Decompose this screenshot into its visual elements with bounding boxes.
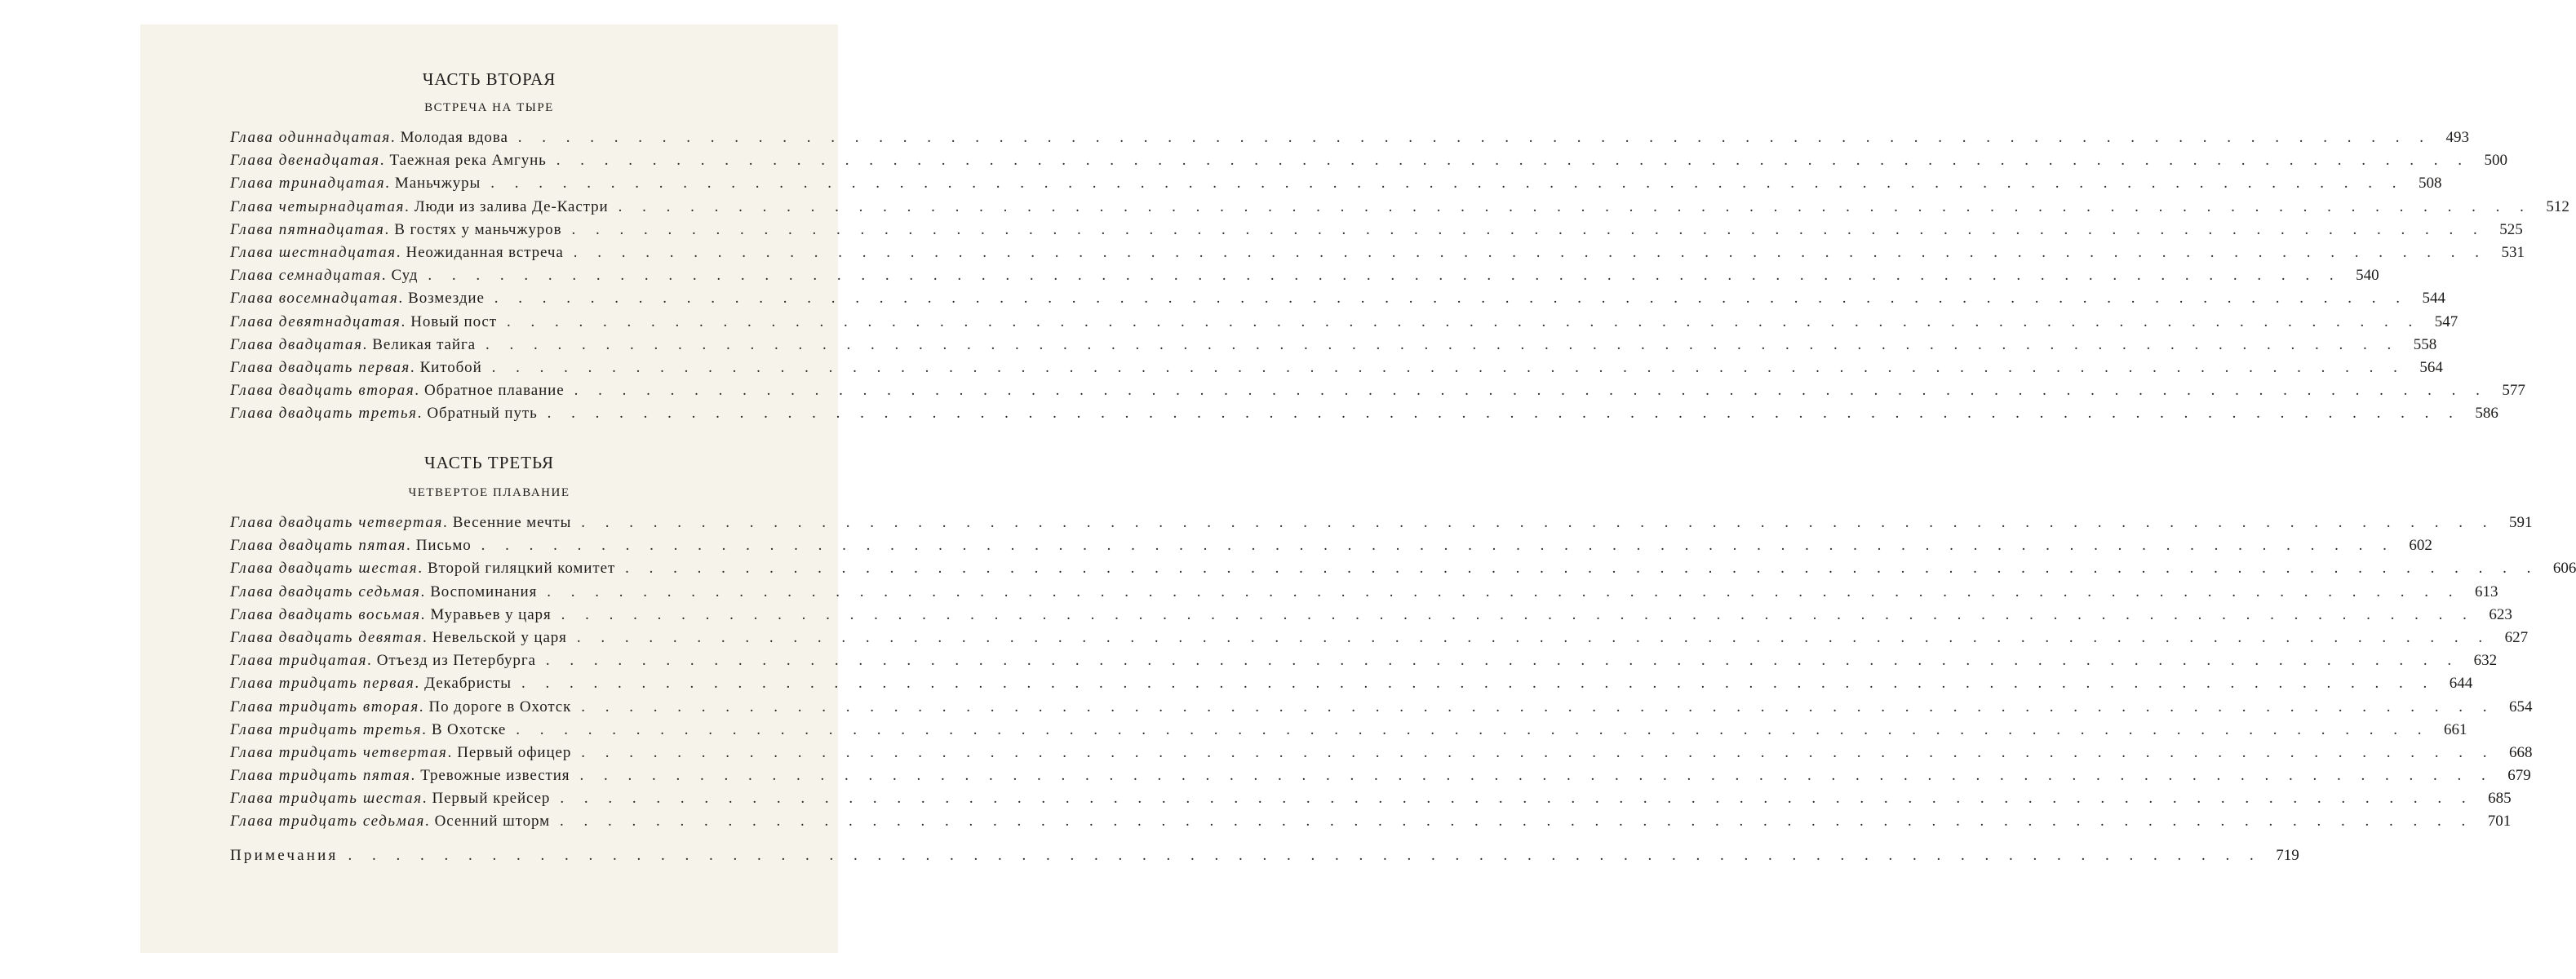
- notes-page-number: 719: [2276, 847, 2299, 864]
- page-number: 558: [2413, 335, 2437, 353]
- page-number: 591: [2509, 514, 2533, 531]
- chapter-title: В Охотске: [431, 720, 507, 738]
- chapter-number: Глава двадцать девятая: [230, 628, 423, 646]
- chapter-title: В гостях у маньчжуров: [394, 220, 562, 238]
- toc-entry: [230, 405, 2498, 427]
- toc-entry: [230, 152, 2507, 175]
- chapter-title: Тревожные известия: [420, 767, 570, 785]
- toc-entry: [230, 197, 2569, 221]
- toc-entry: [230, 767, 2531, 790]
- chapter-number: Глава двадцать вторая: [230, 382, 415, 400]
- dot-leader: . . . . . . . . . . . . . . . . . . . . . . . . . . . . . . . . . . . . . . . . . . . . . . . . . . . . . . . . . . . . . . . . . . . . . . . . . . . . . . . .: [560, 790, 2474, 808]
- chapter-separator: .: [379, 152, 384, 170]
- chapter-separator: .: [424, 813, 429, 831]
- page-number: 627: [2504, 628, 2529, 646]
- chapter-separator: .: [422, 720, 426, 738]
- notes-label: Примечания: [230, 847, 339, 864]
- toc-entry: [230, 813, 2512, 835]
- dot-leader: . . . . . . . . . . . . . . . . . . . . . . . . . . . . . . . . . . . . . . . . . . . . . . . . . . . . . . . . . . . . . . . . . . . . . . . . . . . . . . . .: [574, 382, 2488, 400]
- dot-leader: . . . . . . . . . . . . . . . . . . . . . . . . . . . . . . . . . . . . . . . . . . . . . . . . . . . . . . . . . . . . . . . . . . . . . . . . . . . . . . . .: [556, 152, 2470, 170]
- chapter-title: Второй гиляцкий комитет: [427, 560, 616, 578]
- chapter-separator: .: [420, 605, 425, 623]
- chapter-separator: .: [410, 358, 415, 376]
- chapter-separator: .: [398, 290, 403, 308]
- chapter-separator: .: [390, 129, 395, 146]
- dot-leader: . . . . . . . . . . . . . . . . . . . . . . . . . . . . . . . . . . . . . . . . . . . . . . . . . . . . . . . . . . . . . . . . . . . . . . . . . . . . . . . .: [547, 583, 2461, 600]
- chapter-number: Глава тридцать вторая: [230, 698, 419, 715]
- chapter-number: Глава тридцать шестая: [230, 790, 423, 808]
- page-number: 661: [2444, 720, 2467, 738]
- chapter-title: Великая тайга: [372, 335, 476, 353]
- chapter-title: Муравьев у царя: [430, 605, 552, 623]
- page-number: 564: [2419, 358, 2443, 376]
- chapter-separator: .: [406, 537, 410, 555]
- chapter-separator: .: [419, 698, 423, 715]
- dot-leader: . . . . . . . . . . . . . . . . . . . . . . . . . . . . . . . . . . . . . . . . . . . . . . . . . . . . . . . . . . . . . . . . . . . . . . . . . . . . . . . .: [491, 358, 2405, 376]
- chapter-title: Письмо: [415, 537, 472, 555]
- page-number: 525: [2499, 220, 2523, 238]
- toc-entry: [230, 514, 2533, 537]
- dot-leader: . . . . . . . . . . . . . . . . . . . . . . . . . . . . . . . . . . . . . . . . . . . . . . . . . . . . . . . . . . . . . . . . . . . . . . . . . . . . . . . .: [485, 335, 2400, 353]
- toc-entry: [230, 605, 2512, 629]
- chapter-separator: .: [422, 790, 427, 808]
- chapter-number: Глава тридцать первая: [230, 675, 415, 693]
- chapter-separator: .: [410, 767, 415, 785]
- chapter-title: Первый крейсер: [432, 790, 551, 808]
- page-number: 668: [2509, 743, 2533, 761]
- toc-entry: [230, 243, 2525, 267]
- chapter-number: Глава девятнадцатая: [230, 312, 401, 330]
- chapter-separator: .: [367, 652, 371, 670]
- chapter-number: Глава двадцать шестая: [230, 560, 419, 578]
- page-number: 613: [2475, 583, 2498, 600]
- dot-leader: . . . . . . . . . . . . . . . . . . . . . . . . . . . . . . . . . . . . . . . . . . . . . . . . . . . . . . . . . . . . . . . . . . . . . . . . . . . . . . . .: [581, 698, 2495, 715]
- chapter-number: Глава двенадцатая: [230, 152, 380, 170]
- toc-entry: [230, 675, 2473, 698]
- toc-entry: [230, 129, 2470, 152]
- chapter-number: Глава тринадцатая: [230, 175, 386, 193]
- chapter-separator: .: [381, 267, 386, 285]
- chapter-title: Маньчжуры: [394, 175, 481, 193]
- part-three-toc: [230, 514, 2576, 836]
- page-number: 508: [2418, 175, 2442, 193]
- chapter-title: По дороге в Охотск: [428, 698, 572, 715]
- chapter-separator: .: [417, 405, 422, 423]
- part-two-toc: [230, 129, 2569, 427]
- toc-entry: [230, 583, 2498, 606]
- toc-entry: [230, 312, 2459, 336]
- chapter-number: Глава тридцать четвертая: [230, 743, 448, 761]
- chapter-separator: .: [396, 243, 401, 261]
- page-number: 544: [2422, 290, 2446, 308]
- part-three-subtitle: ЧЕТВЕРТОЕ ПЛАВАНИЕ: [408, 486, 570, 499]
- chapter-title: Люди из залива Де-Кастри: [414, 197, 609, 215]
- dot-leader: . . . . . . . . . . . . . . . . . . . . . . . . . . . . . . . . . . . . . . . . . . . . . . . . . . . . . . . . . . . . . . . . . . . . . . . . . . . . . . . .: [494, 290, 2409, 308]
- toc-entry: [230, 290, 2446, 312]
- page-number: 493: [2445, 129, 2470, 146]
- page-number: 586: [2475, 405, 2498, 423]
- page-number: 679: [2507, 767, 2531, 785]
- chapter-title: Возмездие: [408, 290, 485, 308]
- page-number: 654: [2509, 698, 2533, 715]
- toc-entry-notes: [230, 847, 2299, 870]
- chapter-separator: .: [401, 312, 406, 330]
- chapter-separator: .: [404, 197, 409, 215]
- chapter-number: Глава четырнадцатая: [230, 197, 405, 215]
- chapter-number: Глава восемнадцатая: [230, 290, 399, 308]
- dot-leader: . . . . . . . . . . . . . . . . . . . . . . . . . . . . . . . . . . . . . . . . . . . . . . . . . . . . . . . . . . . . . . . . . . . . . . . . . . . . . . . .: [561, 605, 2475, 623]
- page-number: 547: [2434, 312, 2459, 330]
- chapter-title: Невельской у царя: [432, 628, 567, 646]
- toc-entry: [230, 698, 2533, 721]
- chapter-title: Осенний шторм: [434, 813, 551, 831]
- dot-leader: . . . . . . . . . . . . . . . . . . . . . . . . . . . . . . . . . . . . . . . . . . . . . . . . . . . . . . . . . . . . . . . . . . . . . . . . . . . . . . . .: [581, 743, 2495, 761]
- chapter-number: Глава двадцать восьмая: [230, 605, 421, 623]
- chapter-number: Глава двадцать седьмая: [230, 583, 421, 600]
- toc-entry: [230, 537, 2432, 560]
- chapter-separator: .: [422, 628, 427, 646]
- chapter-separator: .: [442, 514, 447, 531]
- chapter-separator: .: [385, 175, 389, 193]
- page-number: 606: [2552, 560, 2576, 578]
- dot-leader: . . . . . . . . . . . . . . . . . . . . . . . . . . . . . . . . . . . . . . . . . . . . . . . . . . . . . . . . . . . . . . . . . . . . . . . . . . . . . . . .: [521, 675, 2436, 693]
- chapter-title: Декабристы: [424, 675, 512, 693]
- chapter-number: Глава двадцать первая: [230, 358, 410, 376]
- chapter-title: Обратный путь: [427, 405, 538, 423]
- toc-entry: [230, 335, 2437, 359]
- page-number: 602: [2409, 537, 2432, 555]
- toc-entry: [230, 220, 2523, 244]
- dot-leader: . . . . . . . . . . . . . . . . . . . . . . . . . . . . . . . . . . . . . . . . . . . . . . . . . . . . . . . . . . . . . . . . . . . . . . . . . . . . . . . .: [581, 514, 2495, 531]
- chapter-separator: .: [384, 220, 389, 238]
- toc-entry: [230, 790, 2512, 813]
- page-number: 512: [2546, 197, 2569, 215]
- page-number: 632: [2473, 652, 2498, 670]
- chapter-number: Глава шестнадцатая: [230, 243, 397, 261]
- chapter-number: Глава пятнадцатая: [230, 220, 385, 238]
- toc-entry: [230, 652, 2498, 675]
- chapter-number: Глава одиннадцатая: [230, 129, 391, 146]
- chapter-title: Таежная река Амгунь: [389, 152, 547, 170]
- chapter-number: Глава двадцать третья: [230, 405, 418, 423]
- chapter-separator: .: [415, 382, 419, 400]
- dot-leader: . . . . . . . . . . . . . . . . . . . . . . . . . . . . . . . . . . . . . . . . . . . . . . . . . . . . . . . . . . . . . . . . . . . . . . . . . . . . . . . .: [348, 847, 2262, 864]
- book-page: [140, 24, 2576, 953]
- chapter-separator: .: [415, 675, 419, 693]
- dot-leader: . . . . . . . . . . . . . . . . . . . . . . . . . . . . . . . . . . . . . . . . . . . . . . . . . . . . . . . . . . . . . . . . . . . . . . . . . . . . . . . .: [547, 405, 2461, 423]
- chapter-number: Глава тридцатая: [230, 652, 368, 670]
- chapter-number: Глава тридцать седьмая: [230, 813, 425, 831]
- dot-leader: . . . . . . . . . . . . . . . . . . . . . . . . . . . . . . . . . . . . . . . . . . . . . . . . . . . . . . . . . . . . . . . . . . . . . . . . . . . . . . . .: [560, 813, 2474, 831]
- toc-entry: [230, 743, 2533, 767]
- chapter-separator: .: [420, 583, 425, 600]
- page-number: 701: [2487, 813, 2512, 831]
- toc-entry: [230, 628, 2529, 652]
- chapter-title: Отъезд из Петербурга: [376, 652, 536, 670]
- toc-entry: [230, 358, 2443, 382]
- chapter-title: Новый пост: [410, 312, 497, 330]
- dot-leader: . . . . . . . . . . . . . . . . . . . . . . . . . . . . . . . . . . . . . . . . . . . . . . . . . . . . . . . . . . . . . . . . . . . . . . . . . . . . . . . .: [618, 197, 2532, 215]
- chapter-number: Глава двадцать пятая: [230, 537, 406, 555]
- page-number: 644: [2449, 675, 2473, 693]
- dot-leader: . . . . . . . . . . . . . . . . . . . . . . . . . . . . . . . . . . . . . . . . . . . . . . . . . . . . . . . . . . . . . . . . . . . . . . . . . . . . . . . .: [428, 267, 2342, 285]
- dot-leader: . . . . . . . . . . . . . . . . . . . . . . . . . . . . . . . . . . . . . . . . . . . . . . . . . . . . . . . . . . . . . . . . . . . . . . . . . . . . . . . .: [579, 767, 2494, 785]
- toc-entry: [230, 267, 2379, 290]
- notes-toc: [230, 847, 2299, 870]
- dot-leader: . . . . . . . . . . . . . . . . . . . . . . . . . . . . . . . . . . . . . . . . . . . . . . . . . . . . . . . . . . . . . . . . . . . . . . . . . . . . . . . .: [625, 560, 2539, 578]
- chapter-number: Глава семнадцатая: [230, 267, 382, 285]
- chapter-title: Китобой: [419, 358, 482, 376]
- dot-leader: . . . . . . . . . . . . . . . . . . . . . . . . . . . . . . . . . . . . . . . . . . . . . . . . . . . . . . . . . . . . . . . . . . . . . . . . . . . . . . . .: [545, 652, 2460, 670]
- chapter-title: Неожиданная встреча: [406, 243, 564, 261]
- chapter-number: Глава тридцать пятая: [230, 767, 411, 785]
- part-three-title: ЧАСТЬ ТРЕТЬЯ: [423, 453, 555, 472]
- chapter-separator: .: [447, 743, 452, 761]
- chapter-separator: .: [362, 335, 367, 353]
- dot-leader: . . . . . . . . . . . . . . . . . . . . . . . . . . . . . . . . . . . . . . . . . . . . . . . . . . . . . . . . . . . . . . . . . . . . . . . . . . . . . . . .: [506, 312, 2421, 330]
- dot-leader: . . . . . . . . . . . . . . . . . . . . . . . . . . . . . . . . . . . . . . . . . . . . . . . . . . . . . . . . . . . . . . . . . . . . . . . . . . . . . . . .: [481, 537, 2395, 555]
- page-number: 531: [2501, 243, 2525, 261]
- chapter-title: Молодая вдова: [400, 129, 508, 146]
- chapter-title: Весенние мечты: [452, 514, 572, 531]
- page-number: 623: [2489, 605, 2512, 623]
- dot-leader: . . . . . . . . . . . . . . . . . . . . . . . . . . . . . . . . . . . . . . . . . . . . . . . . . . . . . . . . . . . . . . . . . . . . . . . . . . . . . . . .: [576, 628, 2491, 646]
- page-number: 577: [2502, 382, 2525, 400]
- toc-entry: [230, 382, 2525, 405]
- chapter-separator: .: [418, 560, 422, 578]
- chapter-title: Воспоминания: [430, 583, 538, 600]
- dot-leader: . . . . . . . . . . . . . . . . . . . . . . . . . . . . . . . . . . . . . . . . . . . . . . . . . . . . . . . . . . . . . . . . . . . . . . . . . . . . . . . .: [571, 220, 2485, 238]
- page-number: 500: [2484, 152, 2507, 170]
- page-number: 685: [2488, 790, 2512, 808]
- part-two-title: ЧАСТЬ ВТОРАЯ: [422, 69, 556, 89]
- chapter-number: Глава двадцать четвертая: [230, 514, 443, 531]
- chapter-title: Суд: [391, 267, 419, 285]
- toc-entry: [230, 560, 2576, 583]
- chapter-title: Обратное плавание: [424, 382, 565, 400]
- dot-leader: . . . . . . . . . . . . . . . . . . . . . . . . . . . . . . . . . . . . . . . . . . . . . . . . . . . . . . . . . . . . . . . . . . . . . . . . . . . . . . . .: [516, 720, 2430, 738]
- dot-leader: . . . . . . . . . . . . . . . . . . . . . . . . . . . . . . . . . . . . . . . . . . . . . . . . . . . . . . . . . . . . . . . . . . . . . . . . . . . . . . . .: [490, 175, 2405, 193]
- dot-leader: . . . . . . . . . . . . . . . . . . . . . . . . . . . . . . . . . . . . . . . . . . . . . . . . . . . . . . . . . . . . . . . . . . . . . . . . . . . . . . . .: [573, 243, 2487, 261]
- chapter-number: Глава двадцатая: [230, 335, 363, 353]
- chapter-title: Первый офицер: [457, 743, 572, 761]
- dot-leader: . . . . . . . . . . . . . . . . . . . . . . . . . . . . . . . . . . . . . . . . . . . . . . . . . . . . . . . . . . . . . . . . . . . . . . . . . . . . . . . .: [517, 129, 2432, 146]
- part-two-subtitle: ВСТРЕЧА НА ТЫРЕ: [424, 101, 554, 114]
- toc-entry: [230, 175, 2442, 197]
- page-number: 540: [2356, 267, 2379, 285]
- toc-entry: [230, 720, 2467, 744]
- chapter-number: Глава тридцать третья: [230, 720, 423, 738]
